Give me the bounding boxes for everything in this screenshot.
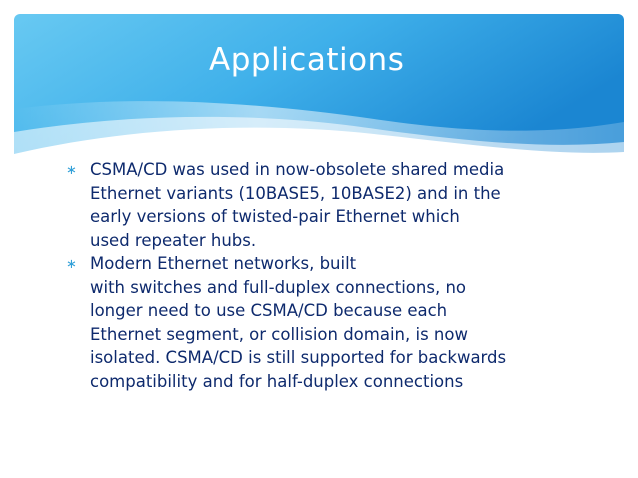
bullet-text-line: early versions of twisted-pair Ethernet which	[90, 207, 460, 226]
asterisk-bullet-icon: ∗	[66, 257, 77, 272]
bullet-text-line: isolated. CSMA/CD is still supported for backwards	[90, 348, 507, 367]
bullet-text-line: Ethernet variants (10BASE5, 10BASE2) and in the	[90, 183, 501, 203]
bullet-text-line: Ethernet segment, or collision domain, is now	[90, 324, 468, 344]
bullet-text-line: CSMA/CD was used in now-obsolete shared media	[90, 160, 505, 179]
bullet-list	[66, 158, 566, 393]
bullet-text-line: compatibility and for half-duplex connections	[90, 371, 464, 391]
bullet-text-line: Modern Ethernet networks, built	[90, 254, 357, 273]
header-banner	[14, 14, 624, 164]
bullet-item	[66, 158, 566, 252]
bullet-text-line: used repeater hubs.	[90, 230, 257, 250]
bullet-item	[66, 252, 566, 393]
bullet-text-line: longer need to use CSMA/CD because each	[90, 301, 448, 320]
bullet-text-line: with switches and full-duplex connections, no	[90, 277, 467, 297]
asterisk-bullet-icon: ∗	[66, 163, 77, 178]
slide-title: Applications	[209, 42, 405, 78]
header-wave-graphic	[14, 14, 624, 164]
